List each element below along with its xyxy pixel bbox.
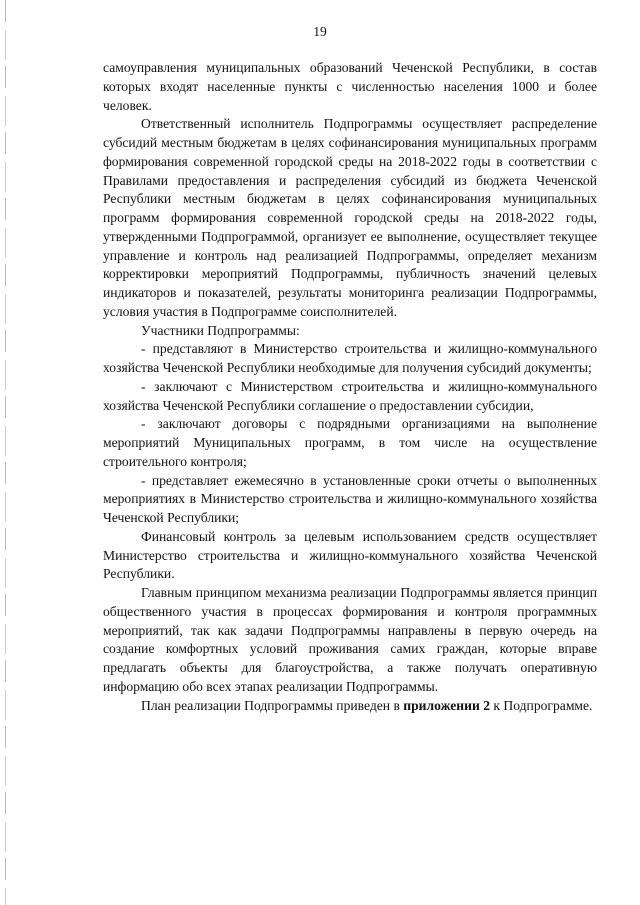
list-item-submit-documents: - представляют в Министерство строительства и жилищно-коммунального хозяйства Чеченской Республики необходимые для получения субсидий документы; <box>103 341 597 375</box>
page-number: 19 <box>313 24 327 39</box>
paragraph-implementation-plan <box>103 697 597 716</box>
paragraph-continuation: самоуправления муниципальных образований Чеченской Республики, в состав которых входят населенные пункты с численностью населения 1000 и более человек. <box>103 60 597 113</box>
appendix-reference: приложении 2 <box>403 697 490 713</box>
list-item-conclude-agreement: - заключают с Министерством строительства и жилищно-коммунального хозяйства Чеченской Республики соглашение о предоставлении субсидии, <box>103 378 597 413</box>
document-body <box>103 59 597 715</box>
plan-text-before: План реализации Подпрограммы приведен в <box>141 697 404 713</box>
paragraph-responsible-executor: Ответственный исполнитель Подпрограммы осуществляет распределение субсидий местным бюджетам в целях софинансирования муниципальных программ формирования современной городской среды на 2018-2022 годы в соответствии с Правилами предоставления и распределения субсидий из бюджета Чеченской Республики местным бюджетам в целях софинансирования муниципальных программ формирования современной городской среды на 2018-2022 годы, утвержденными Подпрограммой, организует ее выполнение, осуществляет текущее управление и контроль над реализацией Подпрограммы, определяет механизм корректировки мероприятий Подпрограммы, публичность значений целевых индикаторов и показателей, результаты мониторинга реализации Подпрограммы, условия участия в Подпрограмме соисполнителей. <box>103 116 597 319</box>
paragraph-financial-control: Финансовый контроль за целевым использованием средств осуществляет Министерство строительства и жилищно-коммунального хозяйства Чеченской Республики. <box>103 528 597 582</box>
list-item-contracts: - заключают договоры с подрядными организациями на выполнение мероприятий Муниципальных программ, в том числе на осуществление строительного контроля; <box>103 416 597 469</box>
paragraph-main-principle: Главным принципом механизма реализации Подпрограммы является принцип общественного участия в процессах формирования и контроля программных мероприятий, так как задачи Подпрограммы направлены в первую очередь на создание комфортных условий проживания самих граждан, которые вправе предлагать объекты для благоустройства, а также получать оперативную информацию обо всех этапах реализации Подпрограммы. <box>103 585 597 694</box>
paragraph-participants-heading: Участники Подпрограммы: <box>141 322 300 338</box>
scan-edge-artifact <box>5 0 6 905</box>
plan-text-after: к Подпрограмме. <box>490 697 593 713</box>
list-item-monthly-reports: - представляет ежемесячно в установленные сроки отчеты о выполненных мероприятиях в Министерство строительства и жилищно-коммунального хозяйства Чеченской Республики; <box>103 472 597 525</box>
